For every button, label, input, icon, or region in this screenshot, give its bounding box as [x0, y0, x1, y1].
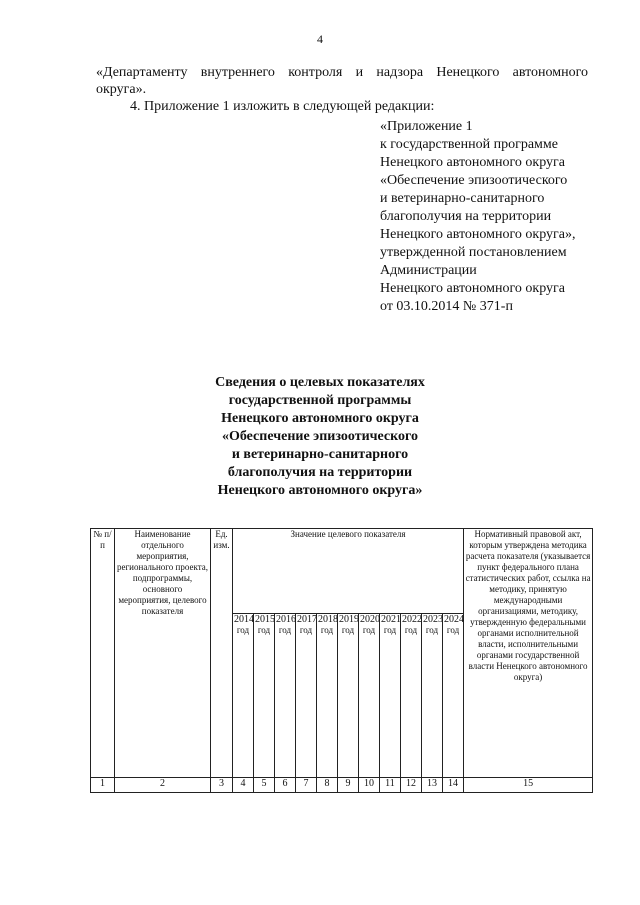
- column-number: 11: [380, 778, 401, 793]
- appendix-line: от 03.10.2014 № 371-п: [380, 299, 513, 314]
- appendix-line: Администрации: [380, 263, 477, 278]
- appendix-line: утвержденной постановлением: [380, 245, 567, 260]
- header-no: № п/п: [91, 529, 115, 778]
- header-year: 2019 год: [338, 614, 359, 778]
- title-line: государственной программы: [228, 393, 412, 408]
- header-normative: Нормативный правовой акт, которым утверждена методика расчета показателя (указывается пункт федерального плана статистических работ, ссылка на методику, принятую международными организациями, методику, утвержденную федеральными органами исполнительной власти, исполнительными органами государственной власти Ненецкого автономного округа): [464, 529, 593, 778]
- column-number: 5: [254, 778, 275, 793]
- document-title: [0, 374, 640, 500]
- header-unit: Ед. изм.: [211, 529, 233, 778]
- header-year: 2016 год: [275, 614, 296, 778]
- header-values-group: Значение целевого показателя: [233, 529, 464, 614]
- header-year: 2020 год: [359, 614, 380, 778]
- header-year: 2017 год: [296, 614, 317, 778]
- appendix-line: к государственной программе: [380, 137, 558, 152]
- column-number: 14: [443, 778, 464, 793]
- column-number-row: [91, 778, 593, 793]
- paragraph-department: [96, 64, 588, 98]
- column-number: 6: [275, 778, 296, 793]
- paragraph-line: округа».: [96, 82, 147, 97]
- column-number: 1: [91, 778, 115, 793]
- header-year: 2014 год: [233, 614, 254, 778]
- page-number: 4: [317, 32, 323, 46]
- column-number: 9: [338, 778, 359, 793]
- column-number: 2: [115, 778, 211, 793]
- column-number: 13: [422, 778, 443, 793]
- appendix-line: «Обеспечение эпизоотического: [380, 173, 568, 188]
- indicators-table: [90, 528, 593, 793]
- column-number: 12: [401, 778, 422, 793]
- column-number: 7: [296, 778, 317, 793]
- column-number: 3: [211, 778, 233, 793]
- title-line: Сведения о целевых показателях: [215, 375, 425, 390]
- column-number: 4: [233, 778, 254, 793]
- column-number: 15: [464, 778, 593, 793]
- appendix-line: и ветеринарно-санитарного: [380, 191, 545, 206]
- appendix-header: [380, 118, 620, 316]
- title-line: благополучия на территории: [227, 465, 413, 480]
- header-year: 2024 год: [443, 614, 464, 778]
- title-line: и ветеринарно-санитарного: [231, 447, 409, 462]
- appendix-line: Ненецкого автономного округа»,: [380, 227, 576, 242]
- header-year: 2015 год: [254, 614, 275, 778]
- header-year: 2022 год: [401, 614, 422, 778]
- appendix-line: Ненецкого автономного округа: [380, 281, 565, 296]
- header-name: Наименование отдельного мероприятия, регионального проекта, подпрограммы, основного мероприятия, целевого показателя: [115, 529, 211, 778]
- appendix-line: «Приложение 1: [380, 119, 473, 134]
- paragraph-line: «Департаменту внутреннего контроля и надзора Ненецкого автономного: [96, 65, 588, 80]
- title-line: «Обеспечение эпизоотического: [221, 429, 419, 444]
- header-year: 2021 год: [380, 614, 401, 778]
- title-line: Ненецкого автономного округа: [221, 411, 419, 426]
- appendix-line: Ненецкого автономного округа: [380, 155, 565, 170]
- header-year: 2023 год: [422, 614, 443, 778]
- header-year: 2018 год: [317, 614, 338, 778]
- column-number: 10: [359, 778, 380, 793]
- column-number: 8: [317, 778, 338, 793]
- table-header-row: [91, 529, 593, 614]
- paragraph-appendix-instruction: 4. Приложение 1 изложить в следующей редакции:: [130, 99, 435, 114]
- title-line: Ненецкого автономного округа»: [217, 483, 423, 498]
- appendix-line: благополучия на территории: [380, 209, 552, 224]
